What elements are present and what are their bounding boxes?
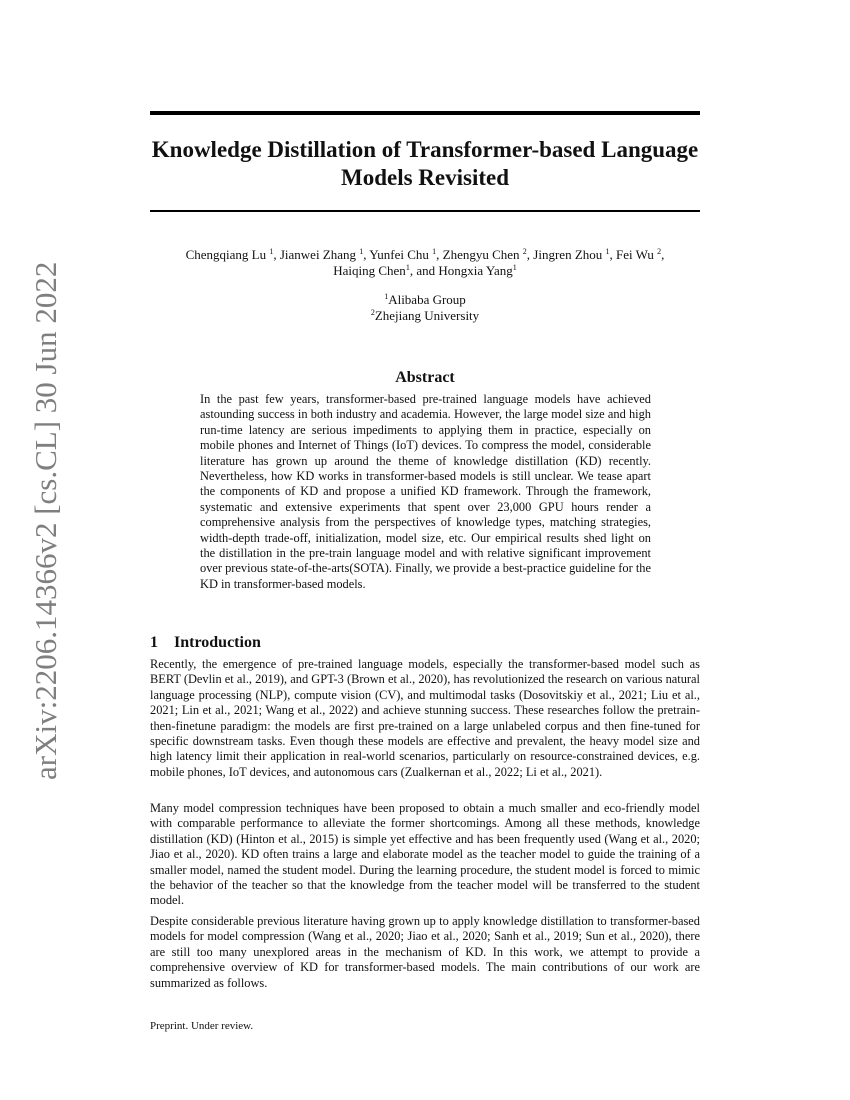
author-affil-mark: 1 <box>512 263 517 272</box>
footer-note: Preprint. Under review. <box>150 1020 254 1032</box>
affiliation-name: Alibaba Group <box>388 292 466 307</box>
affiliation <box>150 308 700 324</box>
section-heading <box>150 633 700 653</box>
paper-title: Knowledge Distillation of Transformer-based Language Models Revisited <box>151 137 699 190</box>
affiliation-list <box>150 292 700 324</box>
intro-paragraph: Many model compression techniques have been proposed to obtain a much smaller and eco-friendly model with comparable performance to alleviate the former shortcomings. Among all these methods, knowledge distillation (KD) (Hinton et al., 2015) is simple yet effective and has been frequently used (Wang et al., 2020; Jiao et al., 2020). KD often trains a large and elaborate model as the teacher model to guide the training of a smaller model, named the student model. During the learning procedure, the student model is forced to mimic the behavior of the teacher so that the knowledge from the teacher model will be transferred to the student model. <box>150 801 700 908</box>
affiliation <box>150 292 700 308</box>
title-rule-bottom <box>150 210 700 212</box>
intro-paragraph: Recently, the emergence of pre-trained language models, especially the transformer-based model such as BERT (Devlin et al., 2019), and GPT-3 (Brown et al., 2020), has revolutionized the research on various natural language processing (NLP), compute vision (CV), and multimodal tasks (Dosovitskiy et al., 2021; Liu et al., 2021; Lin et al., 2021; Wang et al., 2022) and achieve stunning success. These researches follow the pretrain-then-finetune paradigm: the models are first pre-trained on a large unlabeled corpus and then fine-tuned for specific downstream tasks. Even though these models are effective and prevalent, the heavy model size and high latency limit their application in real-world scenarios, particularly on resource-constrained devices, e.g. mobile phones, IoT devices, and autonomous cars (Zualkernan et al., 2022; Li et al., 2021). <box>150 657 700 779</box>
author-affil-mark: 2 <box>522 247 527 256</box>
author-name: Jianwei Zhang <box>279 247 357 262</box>
intro-paragraph: Despite considerable previous literature having grown up to apply knowledge distillation to transformer-based models for model compression (Wang et al., 2020; Jiao et al., 2020; Sanh et al., 2019; Sun et al., 2020), there are still too many unexplored areas in the mechanism of KD. In this work, we attempt to provide a comprehensive overview of KD for transformer-based models. The main contributions of our work are summarized as follows. <box>150 914 700 990</box>
section-title: Introduction <box>174 634 261 651</box>
author-name: Yunfei Chu <box>369 247 429 262</box>
author-affil-mark: 1 <box>405 263 410 272</box>
author-name: Haiqing Chen <box>333 263 406 278</box>
author-name: Chengqiang Lu <box>185 247 267 262</box>
title-rule-top <box>150 111 700 115</box>
author-affil-mark: 1 <box>605 247 610 256</box>
and-word: and <box>416 263 436 278</box>
abstract-text: In the past few years, transformer-based pre-trained language models have achieved astounding success in both industry and academia. However, the large model size and high run-time latency are serious impediments to applying them in practice, especially on mobile phones and Internet of Things (IoT) devices. To compress the model, considerable literature has grown up around the theme of knowledge distillation (KD) recently. Nevertheless, how KD works in transformer-based models is still unclear. We tease apart the components of KD and propose a unified KD framework. Through the framework, systematic and extensive experiments that spent over 23,000 GPU hours render a comprehensive analysis from the perspectives of knowledge types, matching strategies, width-depth trade-off, initialization, model size, etc. Our empirical results shed light on the distillation in the pre-train language model and with relative significant improvement over previous state-of-the-arts(SOTA). Finally, we provide a best-practice guideline for the KD in transformer-based models. <box>200 392 651 591</box>
affiliation-mark: 1 <box>384 292 389 301</box>
affiliation-mark: 2 <box>370 308 375 317</box>
author-affil-mark: 1 <box>269 247 274 256</box>
author-affil-mark: 1 <box>359 247 364 256</box>
author-name: Fei Wu <box>616 247 654 262</box>
author-name: Zhengyu Chen <box>442 247 520 262</box>
affiliation-name: Zhejiang University <box>374 308 480 323</box>
author-affil-mark: 1 <box>432 247 437 256</box>
author-name: Hongxia Yang <box>438 263 513 278</box>
author-list: Chengqiang Lu $^1$, Jianwei Zhang $^1$, Yunfei Chu $^1$, Zhengyu Chen $^2$, Jingren Zhou $^1$, Fei Wu $^2$, Haiqing Chen$^1$, and Hongxia Yang$^1$ <box>185 247 665 278</box>
author-name: Jingren Zhou <box>533 247 603 262</box>
section-number: 1 <box>150 634 158 651</box>
abstract-heading: Abstract <box>395 369 455 386</box>
author-affil-mark: 2 <box>657 247 662 256</box>
arxiv-identifier: arXiv:2206.14366v2 [cs.CL] 30 Jun 2022 <box>28 261 63 780</box>
